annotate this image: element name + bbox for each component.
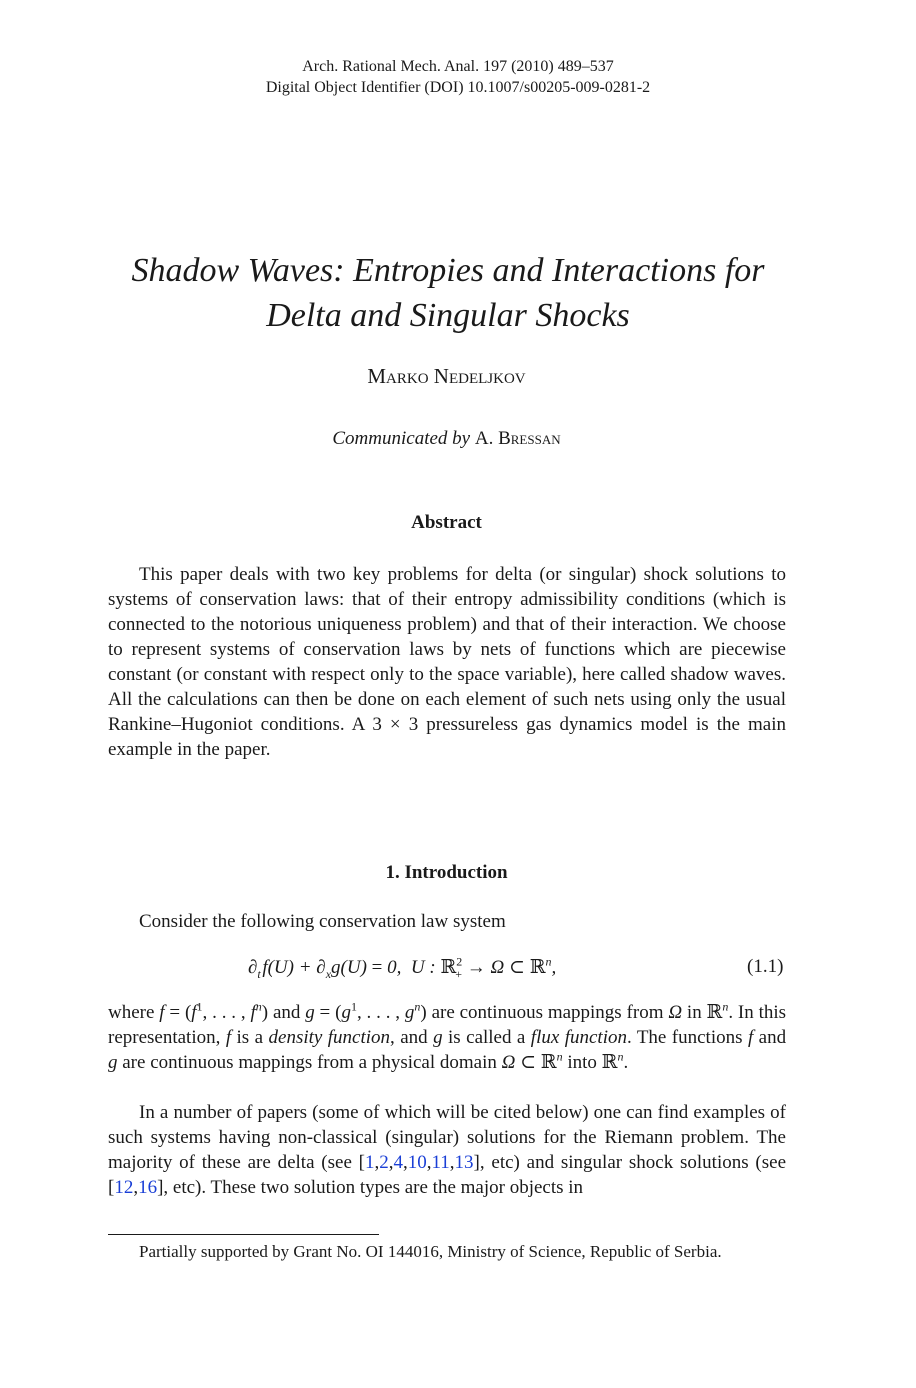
footnote-divider — [108, 1234, 379, 1235]
citation-link[interactable]: 12 — [114, 1177, 134, 1198]
citation-link[interactable]: 4 — [393, 1152, 403, 1173]
term-density-function: density function — [268, 1027, 391, 1048]
journal-header — [0, 56, 916, 98]
communicated-by — [0, 428, 893, 450]
citation-link[interactable]: 16 — [138, 1177, 158, 1198]
doi-line: Digital Object Identifier (DOI) 10.1007/s00205-009-0281-2 — [265, 79, 651, 96]
citation-link[interactable]: 2 — [379, 1152, 389, 1173]
communicated-prefix: Communicated by — [332, 428, 471, 449]
intro-sentence: Consider the following conservation law system — [139, 911, 506, 932]
journal-citation: Arch. Rational Mech. Anal. 197 (2010) 489–537 — [302, 58, 614, 75]
abstract-text: This paper deals with two key problems for delta (or singular) shock solutions to systems of conservation laws: that of their entropy admissibility conditions (which is connected to the notorious uniqueness problem) and that of their interaction. We choose to represent systems of conservation laws by nets of functions which are piecewise constant (or constant with respect only to the space variable), here called shadow waves. All the calculations can then be done on each element of such nets using only the usual Rankine–Hugoniot conditions. A 3 × 3 pressureless gas dynamics model is the main example in the paper. — [108, 564, 786, 760]
paragraph-definitions: where $f = (f^1$, . . . , $f^n$) and $g = (g^1$, . . . , $g^n$) are continuous mappings from Ω in ℝ$^n$. In this representation, f is a density function, and g is called a flux function. The functions f and g are continuous mappings from a physical domain Ω ⊂ ℝ$^n$ into ℝ$^n$. — [108, 999, 787, 1073]
citation-link[interactable]: 1 — [365, 1152, 375, 1173]
paragraph-literature: In a number of papers (some of which will be cited below) one can find examples of such systems having non-classical (singular) solutions for the Riemann problem. The majority of these are delta (see [1,2,4,10,11,13], etc) and singular shock solutions (see [12,16], etc). These two solution types are the major objects in — [108, 1102, 786, 1198]
section-heading: 1. Introduction — [385, 862, 508, 883]
title-line-2: Delta and Singular Shocks — [266, 297, 630, 334]
title-line-1: Shadow Waves: Entropies and Interactions for — [131, 252, 765, 289]
author-name: Marko Nedeljkov — [367, 364, 526, 388]
abstract-heading: Abstract — [411, 512, 482, 533]
citation-link[interactable]: 11 — [431, 1152, 450, 1173]
paper-title — [60, 248, 836, 338]
equation-1-1: $\partial_t$ $f(U) + \partial_xg(U) = 0$, U : ℝ$^2_+$ → Ω ⊂ ℝ$^n$, — [248, 954, 557, 981]
citation-link[interactable]: 13 — [454, 1152, 474, 1173]
equation-number: (1.1) — [747, 956, 784, 977]
citation-link[interactable]: 10 — [407, 1152, 427, 1173]
term-flux-function: flux function — [530, 1027, 627, 1048]
communicated-name: A. Bressan — [474, 428, 561, 449]
footnote: Partially supported by Grant No. OI 144016, Ministry of Science, Republic of Serbia. — [139, 1242, 722, 1261]
